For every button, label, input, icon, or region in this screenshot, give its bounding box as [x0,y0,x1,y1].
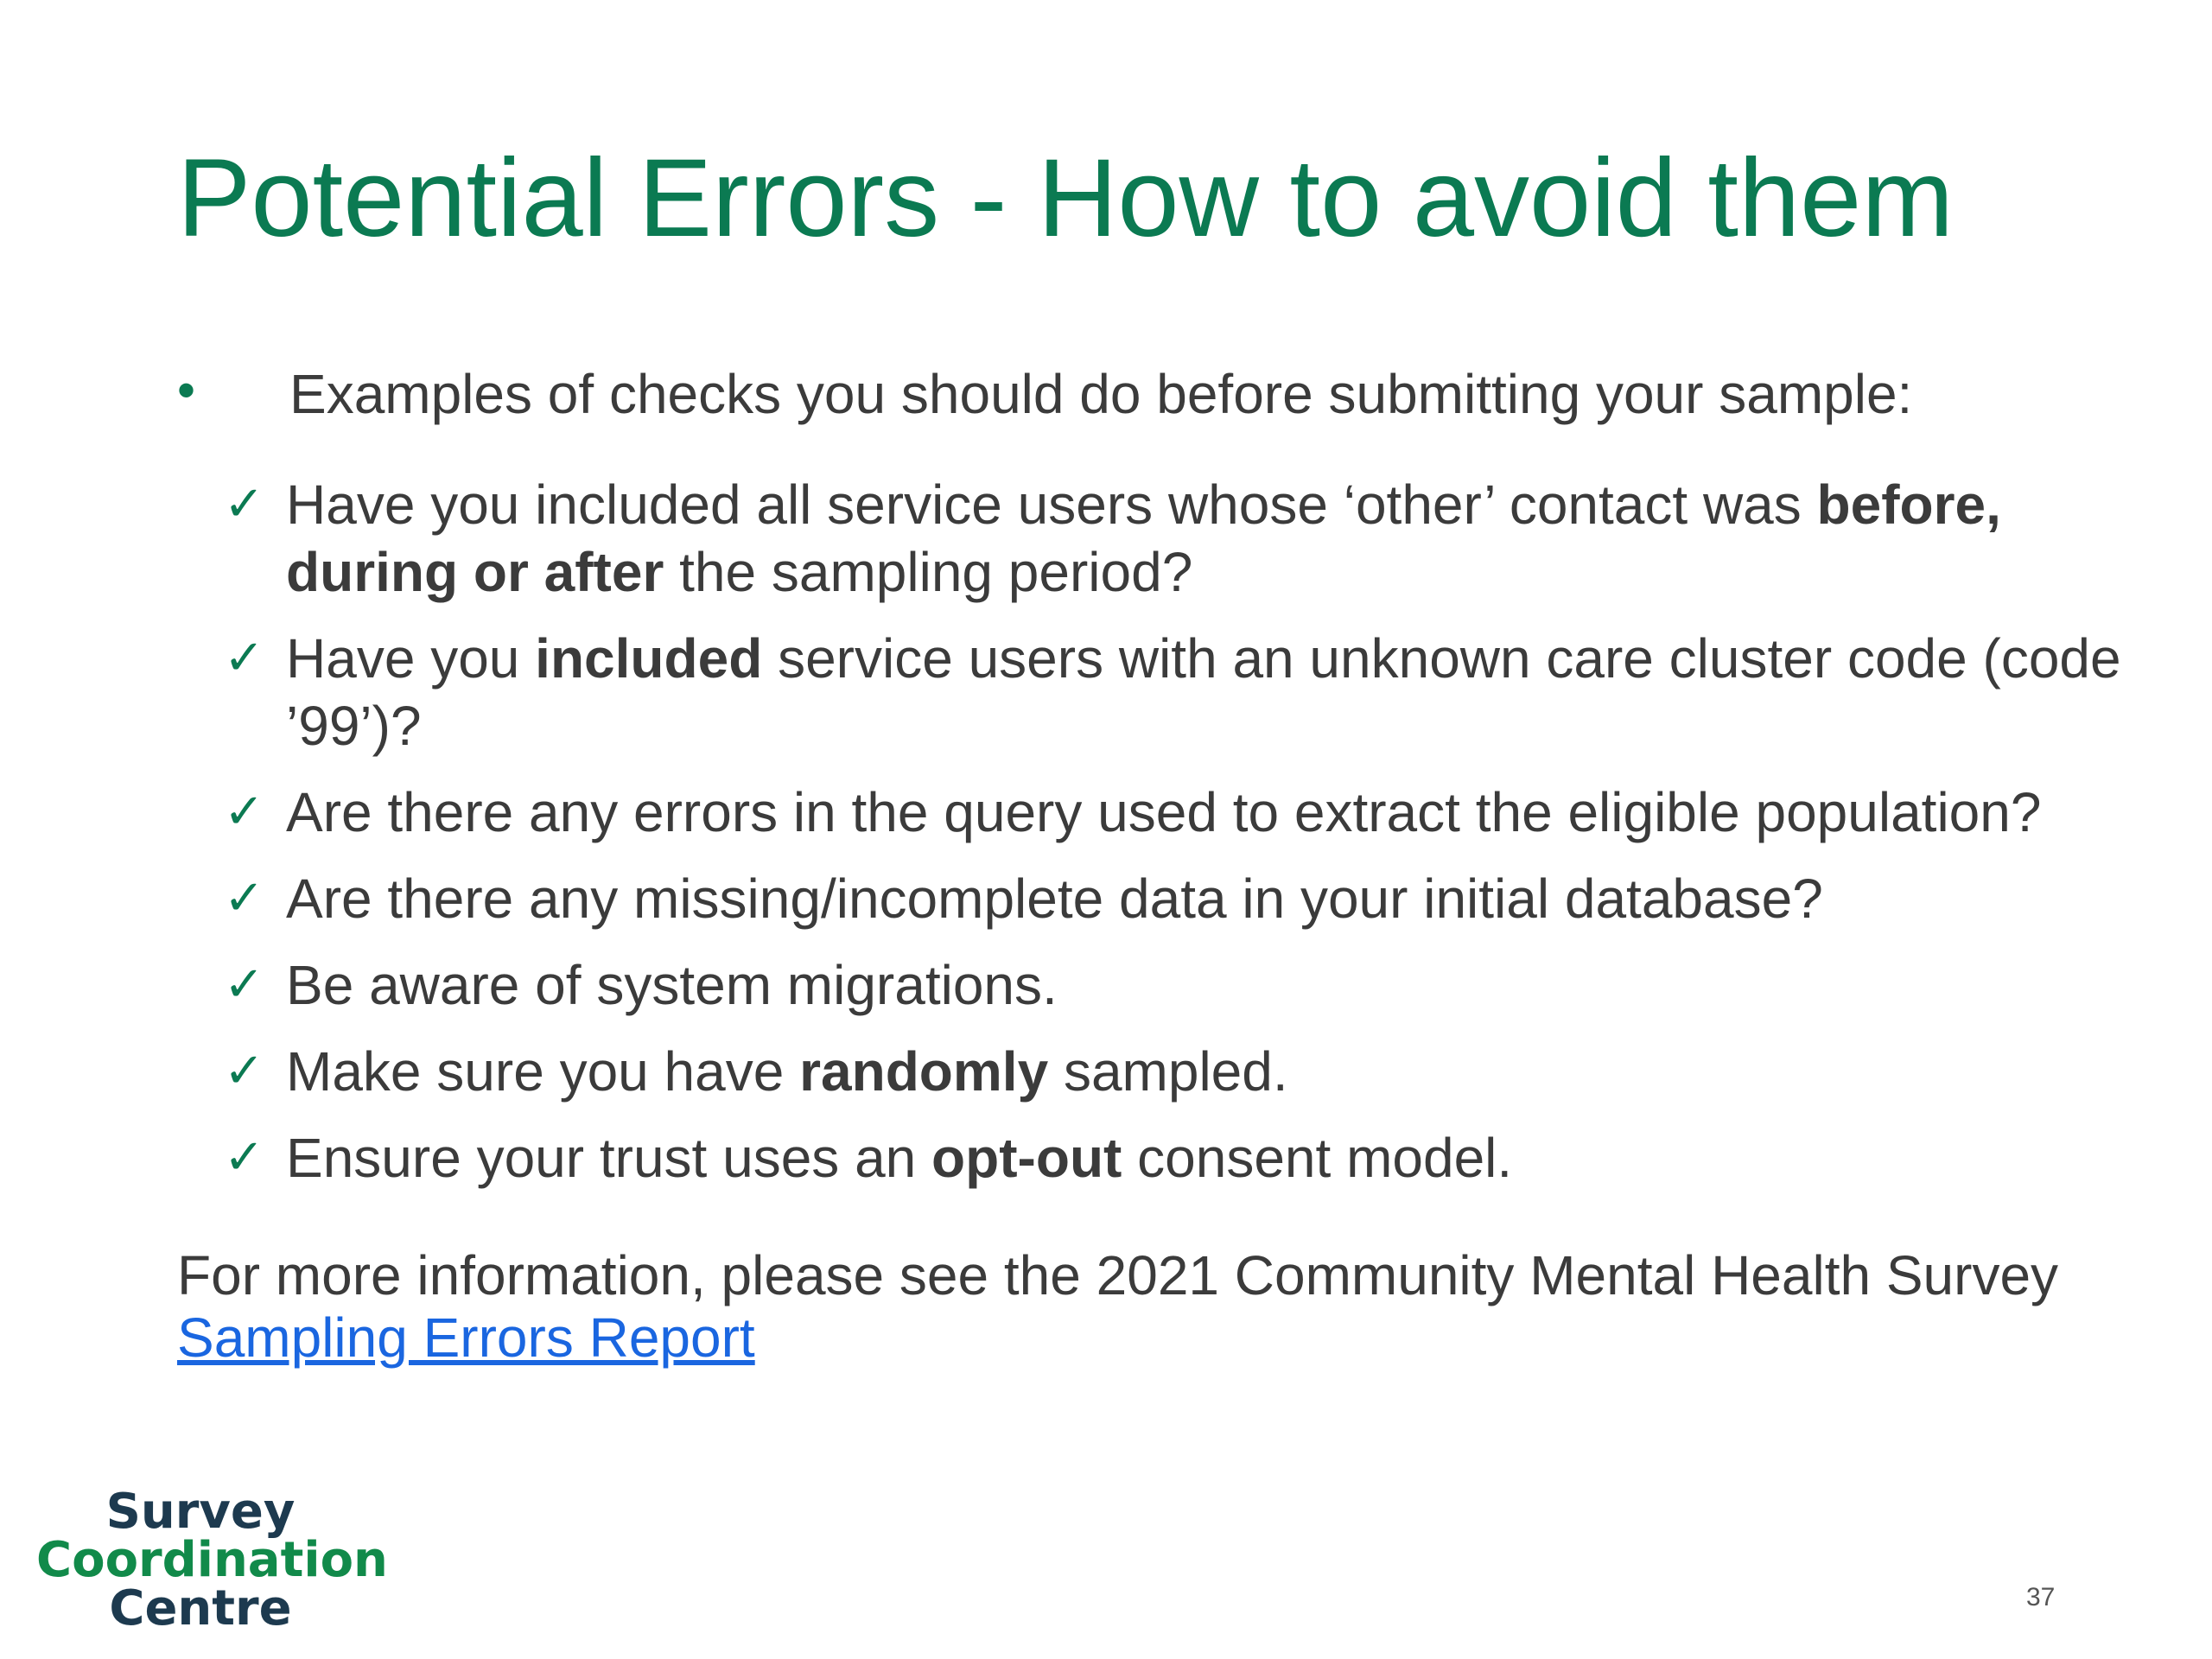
checklist-item-text: Have you [286,627,536,690]
logo-line-survey: Survey [105,1484,296,1540]
checkmark-icon: ✓ [224,870,264,926]
checklist-item-text: Are there any missing/incomplete data in your initial database? [286,868,1823,930]
checklist-item [220,865,2164,932]
sampling-errors-report-link[interactable]: Sampling Errors Report [177,1306,755,1369]
checklist-item [220,1038,2164,1105]
page-number: 37 [2026,1583,2056,1611]
checklist-item-text: consent model. [1122,1127,1513,1189]
checklist-item [220,779,2164,846]
checkmark-icon: ✓ [224,784,264,840]
checklist-item-text: the sampling period? [664,541,1193,603]
bullet-icon: • [177,361,196,419]
checklist-item-emphasis: before, during or after [286,474,2001,603]
checklist-item-text: Make sure you have [286,1040,800,1103]
checklist-item [220,951,2164,1019]
checkmark-icon: ✓ [224,957,264,1013]
checklist-item [220,625,2164,760]
checklist [220,471,2164,1211]
survey-coordination-centre-logo [36,1484,388,1637]
more-info-text: For more information, please see the 2021 Community Mental Health Survey [177,1244,2059,1306]
logo-line-coordination: Coordination [36,1532,388,1588]
checklist-item-text: Have you included all service users whose ‘other’ contact was [286,474,1817,536]
checkmark-icon: ✓ [224,1043,264,1099]
checkmark-icon: ✓ [224,476,264,532]
checklist-item-emphasis: opt-out [931,1127,1122,1189]
checkmark-icon: ✓ [224,630,264,686]
logo-line-centre: Centre [109,1580,292,1637]
checklist-item-text: service users with an unknown care cluster code (code ’99’)? [286,627,2121,757]
more-info-paragraph [177,1244,2121,1369]
checklist-item-text: Are there any errors in the query used to extract the eligible population? [286,781,2042,843]
checkmark-icon: ✓ [224,1129,264,1185]
checklist-item [220,1124,2164,1192]
checklist-item-text: Ensure your trust uses an [286,1127,932,1189]
checklist-item [220,471,2164,606]
checklist-item-emphasis: randomly [799,1040,1049,1103]
checklist-item-text: Be aware of system migrations. [286,954,1058,1016]
checklist-item-emphasis: included [535,627,763,690]
slide-title: Potential Errors - How to avoid them [177,137,1954,260]
checklist-item-text: sampled. [1048,1040,1288,1103]
intro-text: Examples of checks you should do before submitting your sample: [289,363,1913,425]
